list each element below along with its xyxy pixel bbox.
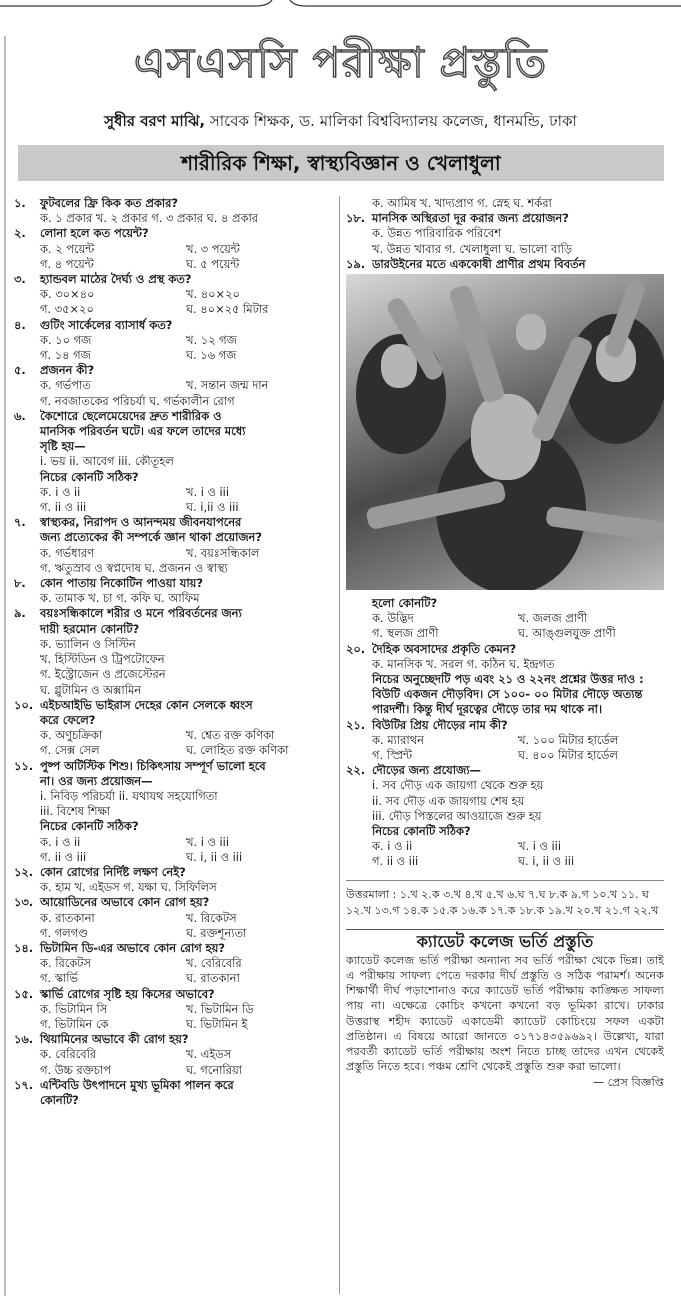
options: ক. তামাক খ. চা গ. কফি ঘ. আফিম xyxy=(40,591,200,606)
question-13: ১৩. আয়োডিনের অভাবে কোন রোগ হয়? xyxy=(14,895,210,910)
question-12: ১২. কোন রোগের নির্দিষ্ট লক্ষণ নেই? xyxy=(14,864,186,879)
prompt: নিচের কোনটি সঠিক? xyxy=(40,819,139,834)
options: ক. হাম খ. এইডস গ. যক্ষা ঘ. সিফিলিস xyxy=(40,880,217,895)
options: ক. ম্যারাথন খ. ১০০ মিটার হার্ডেল xyxy=(372,732,619,747)
question-17-cont: কোনটি? xyxy=(40,1092,79,1107)
options: গ. উচ্চ রক্তচাপ ঘ. গনোরিয়া xyxy=(40,1062,242,1077)
right-column xyxy=(346,196,664,1294)
press-credit: — প্রেস বিজ্ঞপ্তি xyxy=(592,1075,664,1089)
statements: iii. বিশেষ শিক্ষা xyxy=(40,804,111,819)
options: ক. উদ্ভিদ খ. জলজ প্রাণী xyxy=(372,611,588,626)
question-6-cont: মানসিক পরিবর্তন ঘটে। এর ফলে তাদের মধ্যে xyxy=(40,424,246,439)
options: গ. ৪ পয়েন্ট ঘ. ৫ পয়েন্ট xyxy=(40,256,240,271)
options: ক. গর্ভধারণ খ. বয়ঃসন্ধিকাল xyxy=(40,545,260,560)
top-border xyxy=(0,0,681,14)
prompt: নিচের কোনটি সঠিক? xyxy=(40,469,139,484)
options: গ. ii ও iii ঘ. i,ii ও iii xyxy=(40,500,239,515)
author-name: সুধীর বরণ মাঝি, xyxy=(104,112,206,130)
options: ক. আমিষ খ. খাদ্যপ্রাণ গ. স্নেহ ঘ. শর্করা xyxy=(372,196,552,210)
cadet-body: ক্যাডেট কলেজ ভর্তি পরীক্ষা অন্যান্য সব ভর্তি পরীক্ষা থেকে ভিন্ন। তাই এ পরীক্ষায় সাফল্য পেতে দরকার দীর্ঘ প্রস্তুতি ও সঠিক পরামর্শ। অনেক শিক্ষার্থী দীর্ঘ পড়াশোনাও করে ক্যাডেট ভর্তি পরীক্ষায় কাঙ্ক্ষিত সাফল্য পায় না। এক্ষেত্রে কোচিং কখনো কখনো বড় ভূমিকা রাখে। ঢাকার উত্তরাস্থ শহীদ ক্যাডেট একাডেমী ক্যাডেট কোচিংয়ে সফল একটা প্রতিষ্ঠান। এ বিষয়ে আরো জানতে ০১৭১৪৩৫৯৬৯২। উল্লেখ্য, যারা পরবর্তী ক্যাডেট ভর্তি পরীক্ষায় অংশ নিতে চাচ্ছ তাদের এখন থেকেই প্রস্তুতি নিতে হবে। পঞ্চম শ্রেণি থেকেই প্রস্তুতি শুরু করা ভালো। — প্রেস বিজ্ঞপ্তি xyxy=(346,953,664,1089)
question-10-cont: করে ফেলে? xyxy=(40,712,96,727)
options: ক. i ও ii খ. i ও iii xyxy=(40,834,230,849)
options: ক. ১ প্রকার খ. ২ প্রকার গ. ৩ প্রকার ঘ. ৪ প্রকার xyxy=(40,211,259,226)
options: গ. স্কার্ভি ঘ. রাতকানা xyxy=(40,971,240,986)
question-7-cont: জন্য প্রত্যেকের কী সম্পর্কে জ্ঞান থাকা প্রয়োজন? xyxy=(40,530,262,545)
statements: iii. দৌড় পিস্তলের আওয়াজে শুরু হয় xyxy=(372,808,542,823)
left-column xyxy=(14,196,332,1294)
question-2: ২. লোনা হলে কত পয়েন্ট? xyxy=(14,226,149,241)
options: গ. স্থলজ প্রাণী ঘ. আঙ্গুলযুক্ত প্রাণী xyxy=(372,626,616,641)
options: গ. ভিটামিন কে ঘ. ভিটামিন ই xyxy=(40,1016,248,1031)
options: গ. সেক্স সেল ঘ. লোহিত রক্ত কণিকা xyxy=(40,743,289,758)
question-17: ১৭. এন্টিবডি উৎপাদনে মুখ্য ভূমিকা পালন করে xyxy=(14,1077,234,1092)
cadet-heading: ক্যাডেট কলেজ ভর্তি প্রস্তুতি xyxy=(346,929,664,949)
question-1: ১. ফুটবলের ফ্রি কিক কত প্রকার? xyxy=(14,196,178,210)
options: গ. ii ও iii ঘ. i, ii ও iii xyxy=(372,854,575,869)
options: খ. উন্নত খাবার গ. খেলাধুলা ঘ. ভালো বাড়ি xyxy=(372,241,573,256)
question-7: ৭. স্বাস্থ্যকর, নিরাপদ ও আনন্দময় জীবনযাপনের xyxy=(14,515,242,530)
answer-key: উত্তরমালা : ১.খ ২.ক ৩.খ ৪.খ ৫.খ ৬.ঘ ৭.ঘ ৮.ক ৯.গ ১০.খ ১১. ঘ ১২.খ ১৩.গ ১৪.ক ১৫.ক ১৬.ক ১৭.ক ১৮.ক ১৯.খ ২০.খ ২১.গ ২২.খ xyxy=(346,880,664,919)
passage: বিউটি একজন দৌড়বিদ। সে ১০০- ০০ মিটার দৌড়ে অত্যন্ত পারদর্শী। কিন্তু দীর্ঘ দূরত্বের দৌড়ে তার দম থাকে না। xyxy=(372,687,643,717)
options: ক. i ও ii খ. i ও iii xyxy=(40,484,230,499)
statements: i. নিবিড় পরিচর্যা ii. যথাযথ সহযোগিতা xyxy=(40,788,218,803)
options: খ. হিস্টিডিন ও ট্রিপটোফেন xyxy=(40,652,165,667)
options: ক. ৩০×৪০ খ. ৪০×২০ xyxy=(40,287,240,302)
options: গ. ইস্ট্রোজেন ও প্রজেস্টেরন xyxy=(40,667,166,682)
options: ক. অণুচক্রিকা খ. শ্বেত রক্ত কণিকা xyxy=(40,728,275,743)
question-4: ৪. গুটিং সার্কেলের ব্যাসার্ধ কত? xyxy=(14,317,173,332)
options: ক. ১০ গজ খ. ১২ গজ xyxy=(40,332,237,347)
statements: i. সব দৌড় এক জায়গা থেকে শুরু হয় xyxy=(372,778,544,793)
question-5: ৫. প্রজনন কী? xyxy=(14,363,95,378)
options: ক. বেরিবেরি খ. এইডস xyxy=(40,1047,232,1062)
options: গ. নবজাতকের পরিচর্যা ঘ. গর্ভকালীন রোগ xyxy=(40,393,235,408)
options: গ. ১৪ গজ ঘ. ১৬ গজ xyxy=(40,348,237,363)
options: ক. i ও ii খ. i ও iii xyxy=(372,839,562,854)
question-19-cont: হলো কোনটি? xyxy=(372,596,438,611)
crowd-photo xyxy=(346,274,664,590)
left-rule xyxy=(4,36,6,1296)
options: ক. মানসিক খ. সরল গ. কঠিন ঘ. ইন্দ্রগত xyxy=(372,656,555,671)
options: গ. স্প্রিন্ট ঘ. ৪০০ মিটার হার্ডেল xyxy=(372,748,618,763)
column-divider xyxy=(339,196,340,1294)
page-title: এসএসসি পরীক্ষা প্রস্তুতি xyxy=(133,38,548,87)
question-19: ১৯. ডারউইনের মতে এককোষী প্রাণীর প্রথম বিবর্তন xyxy=(346,256,586,271)
statements: i. ভয় ii. আবেগ iii. কৌতূহল xyxy=(40,454,174,469)
subject-heading: শারীরিক শিক্ষা, স্বাস্থ্যবিজ্ঞান ও খেলাধুলা xyxy=(18,145,664,181)
question-18: ১৮. মানসিক অস্থিরতা দূর করার জন্য প্রয়োজন? xyxy=(346,211,569,226)
options: ক. ভিটামিন সি খ. ভিটামিন ডি xyxy=(40,1001,254,1016)
question-22: ২২. দৌড়ের জন্য প্রযোজ্য— xyxy=(346,763,481,778)
question-6: ৬. কৈশোরে ছেলেমেয়েদের দ্রুত শারীরিক ও xyxy=(14,408,222,423)
options: ক. উন্নত পারিবারিক পরিবেশ xyxy=(372,226,501,241)
options: ক. ভ্যালিন ও সিস্টিন xyxy=(40,636,136,651)
question-14: ১৪. ভিটামিন ডি-এর অভাবে কোন রোগ হয়? xyxy=(14,940,225,955)
options: গ. ঋতুস্রাব ও স্বপ্নদোষ ঘ. প্রজনন ও স্বাস্থ্য xyxy=(40,560,228,575)
question-11: ১১. পুষ্প অটিস্টিক শিশু। চিকিৎসায় সম্পূর্ণ ভালো হবে xyxy=(14,758,266,773)
question-8: ৮. কোন পাতায় নিকোটিন পাওয়া যায়? xyxy=(14,576,203,591)
author-role: সাবেক শিক্ষক, ড. মালিকা বিশ্ববিদ্যালয় কলেজ, ধানমন্ডি, ঢাকা xyxy=(205,112,577,130)
options: ক. রাতকানা খ. রিকেটস xyxy=(40,910,237,925)
question-3: ৩. হ্যান্ডবল মাঠের দৈর্ঘ্য ও প্রস্থ কত? xyxy=(14,272,192,287)
options: গ. ৩৫×২০ ঘ. ৪০×২৫ মিটার xyxy=(40,302,269,317)
question-9-cont: দায়ী হরমোন কোনটি? xyxy=(40,621,140,636)
options: গ. ii ও iii ঘ. i, ii ও iii xyxy=(40,849,243,864)
prompt: নিচের কোনটি সঠিক? xyxy=(372,824,471,839)
options: গ. গলগণ্ড ঘ. রক্তশূন্যতা xyxy=(40,925,247,940)
question-16: ১৬. থিয়ামিনের অভাবে কী রোগ হয়? xyxy=(14,1032,189,1047)
byline xyxy=(10,110,671,135)
question-20: ২০. দৈহিক অবসাদের প্রকৃতি কেমন? xyxy=(346,641,517,656)
options: ক. ২ পয়েন্ট খ. ৩ পয়েন্ট xyxy=(40,241,240,256)
statements: ii. সব দৌড় এক জায়গায় শেষ হয় xyxy=(372,793,525,808)
options: ক. গর্ভপাত খ. সন্তান জন্ম দান xyxy=(40,378,269,393)
question-11-cont: না। ওর জন্য প্রয়োজন— xyxy=(40,773,153,788)
question-15: ১৫. স্কার্ভি রোগের সৃষ্টি হয় কিসের অভাবে? xyxy=(14,986,215,1001)
options: ক. রিকেটস খ. বেরিবেরি xyxy=(40,956,242,971)
options: ঘ. গ্লুটামিন ও অক্সামিন xyxy=(40,682,142,697)
passage-intro: নিচের অনুচ্ছেদটি পড় এবং ২১ ও ২২নং প্রশ্নের উত্তর দাও : xyxy=(372,672,644,687)
question-6-cont: সৃষ্টি হয়— xyxy=(40,439,86,454)
question-9: ৯. বয়ঃসন্ধিকালে শরীর ও মনে পরিবর্তনের জন্য xyxy=(14,606,242,621)
question-10: ১০. এইচআইভি ভাইরাস দেহের কোন সেলকে ধ্বংস xyxy=(14,697,253,712)
question-21: ২১. বিউটির প্রিয় দৌড়ের নাম কী? xyxy=(346,717,508,732)
